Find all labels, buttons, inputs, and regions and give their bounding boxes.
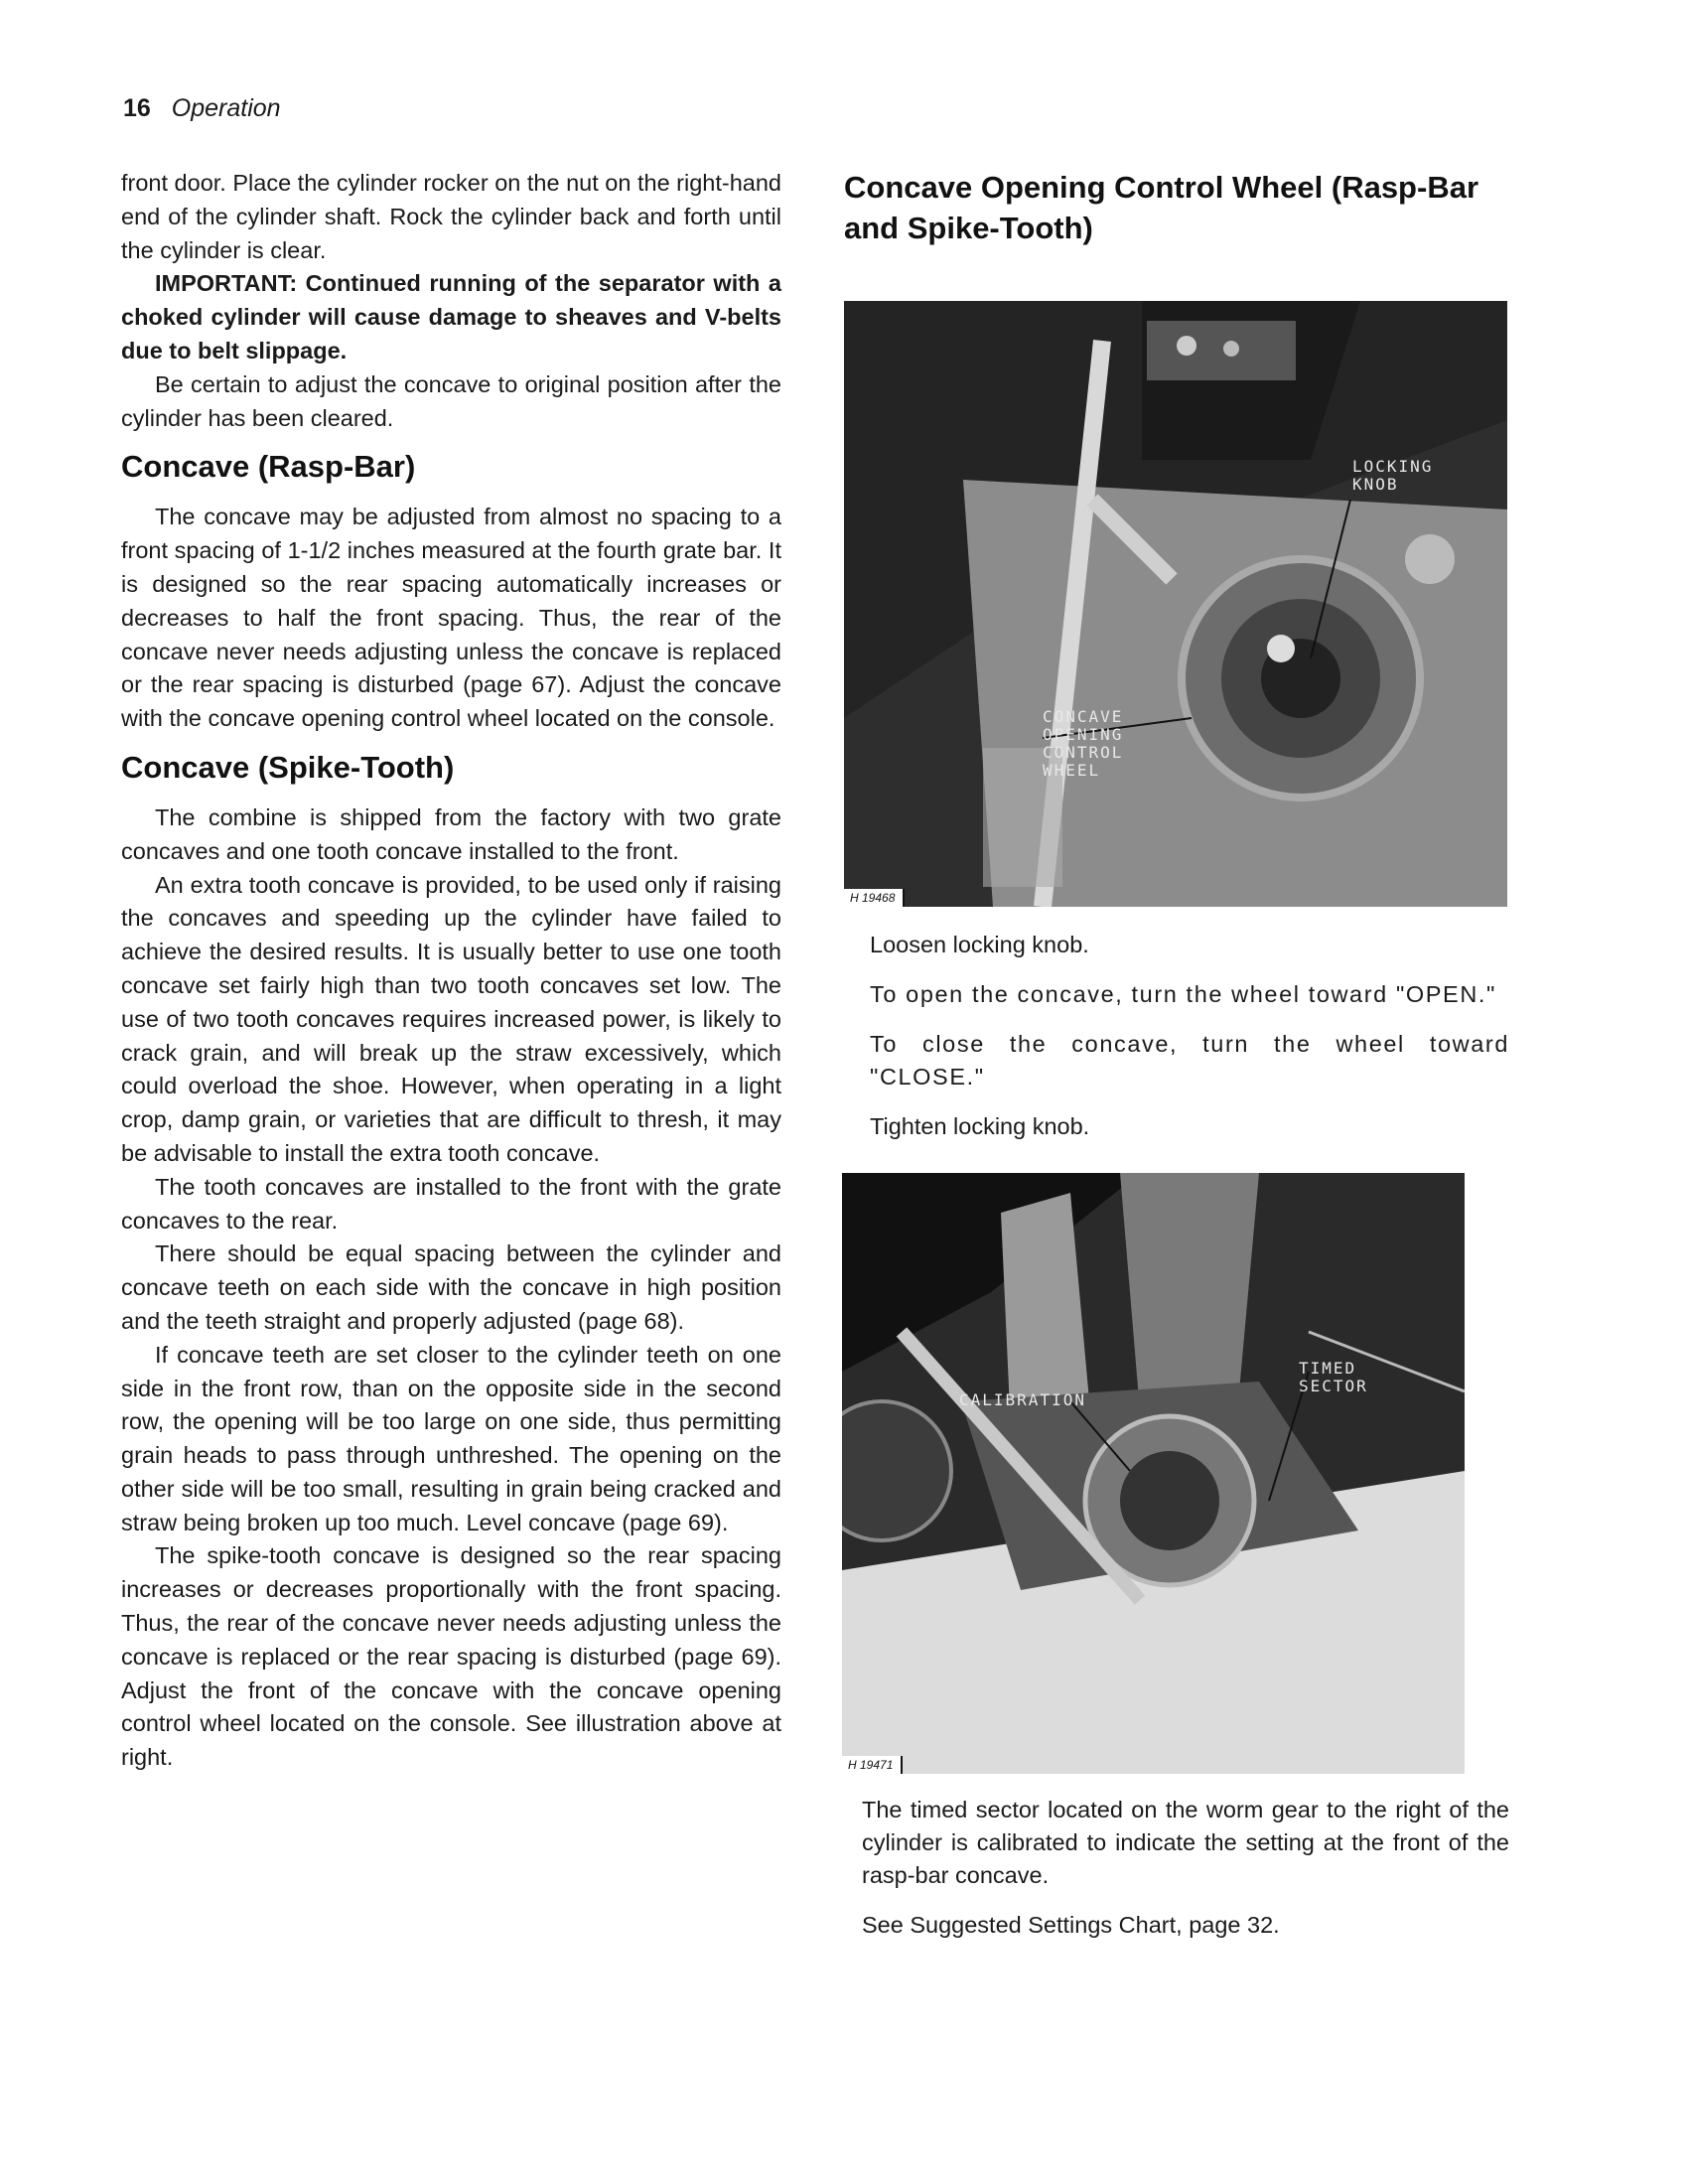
left-column [121, 167, 781, 1775]
step-loosen: Loosen locking knob. [870, 932, 1089, 957]
rasp-bar-paragraph: The concave may be adjusted from almost no spacing to a front spacing of 1-1/2 inches measured at the fourth grate bar. It is designed so the rear spacing automatically increases or decreases to half the front spacing. Thus, the rear of the concave never needs adjusting unless the concave is replaced or the rear spacing is disturbed (page 67). Adjust the concave with the concave opening control wheel located on the console. [121, 504, 781, 732]
step-tighten: Tighten locking knob. [870, 1113, 1090, 1139]
figure-id: H 19471 [842, 1756, 903, 1774]
intro-paragraph: front door. Place the cylinder rocker on the nut on the right-hand end of the cylinder shaft. Rock the cylinder back and forth until the cylinder is clear. [121, 170, 781, 263]
figure-id: H 19468 [844, 889, 905, 907]
figure-concave-control-wheel [844, 301, 1507, 907]
section-title: Operation [171, 94, 281, 122]
closing-block [844, 1794, 1509, 1942]
spike-tooth-paragraph: The spike-tooth concave is designed so the rear spacing increases or decreases proportionally with the front spacing. Thus, the rear of the concave never needs adjusting unless the concave is replaced or the rear spacing is disturbed (page 69). Adjust the front of the concave with the concave opening control wheel located on the console. See illustration above at right. [121, 1542, 781, 1771]
heading-control-wheel: Concave Opening Control Wheel (Rasp-Bar and Spike-Tooth) [844, 170, 1479, 245]
control-wheel-photo [844, 301, 1507, 907]
timed-sector-photo [842, 1173, 1465, 1774]
timed-sector-paragraph: The timed sector located on the worm gear to the right of the cylinder is calibrated to indicate the setting at the front of the rasp-bar concave. [862, 1797, 1509, 1888]
spike-tooth-paragraph: An extra tooth concave is provided, to be used only if raising the concaves and speeding up the cylinder have failed to achieve the desired results. It is usually better to use one tooth concave set fairly high than two tooth concaves set low. The use of two tooth concaves requires increased power, is likely to crack grain, and will break up the straw excessively, which could overload the shoe. However, when operating in a light crop, damp grain, or varieties that are difficult to thresh, it may be advisable to install the extra tooth concave. [121, 871, 781, 1166]
spike-tooth-paragraph: The combine is shipped from the factory with two grate concaves and one tooth concave installed to the front. [121, 803, 781, 864]
spike-tooth-paragraph: If concave teeth are set closer to the cylinder teeth on one side in the front row, than on the opposite side in the second row, the opening will be too large on one side, thus permitting grain heads to pass through unthreshed. The opening on the other side will be too small, resulting in grain being cracked and straw being broken up too much. Level concave (page 69). [121, 1341, 781, 1535]
label-concave-opening-control-wheel: CONCAVE OPENING CONTROL WHEEL [1043, 707, 1124, 780]
spike-tooth-paragraph: The tooth concaves are installed to the front with the grate concaves to the rear. [121, 1173, 781, 1234]
heading-concave-spike-tooth: Concave (Spike-Tooth) [121, 749, 455, 785]
step-close: To close the concave, turn the wheel toward "CLOSE." [870, 1031, 1509, 1090]
figure-timed-sector [842, 1173, 1465, 1774]
page-number: 16 [123, 94, 151, 122]
step-open: To open the concave, turn the wheel toward "OPEN." [870, 981, 1496, 1007]
spike-tooth-paragraph: There should be equal spacing between the cylinder and concave teeth on each side with the concave in high position and the teeth straight and properly adjusted (page 68). [121, 1240, 781, 1334]
see-chart-reference: See Suggested Settings Chart, page 32. [862, 1912, 1280, 1938]
label-calibration: CALIBRATION [959, 1390, 1086, 1409]
right-column [844, 167, 1509, 1959]
heading-concave-rasp-bar: Concave (Rasp-Bar) [121, 449, 416, 485]
label-timed-sector: TIMED SECTOR [1299, 1359, 1368, 1395]
important-note: IMPORTANT: Continued running of the separator with a choked cylinder will cause damage to sheaves and V-belts due to belt slippage. [121, 270, 781, 364]
after-important-paragraph: Be certain to adjust the concave to original position after the cylinder has been cleared. [121, 370, 781, 431]
label-locking-knob: LOCKING KNOB [1352, 457, 1434, 494]
page-header [123, 94, 281, 123]
steps-block [844, 929, 1509, 1143]
